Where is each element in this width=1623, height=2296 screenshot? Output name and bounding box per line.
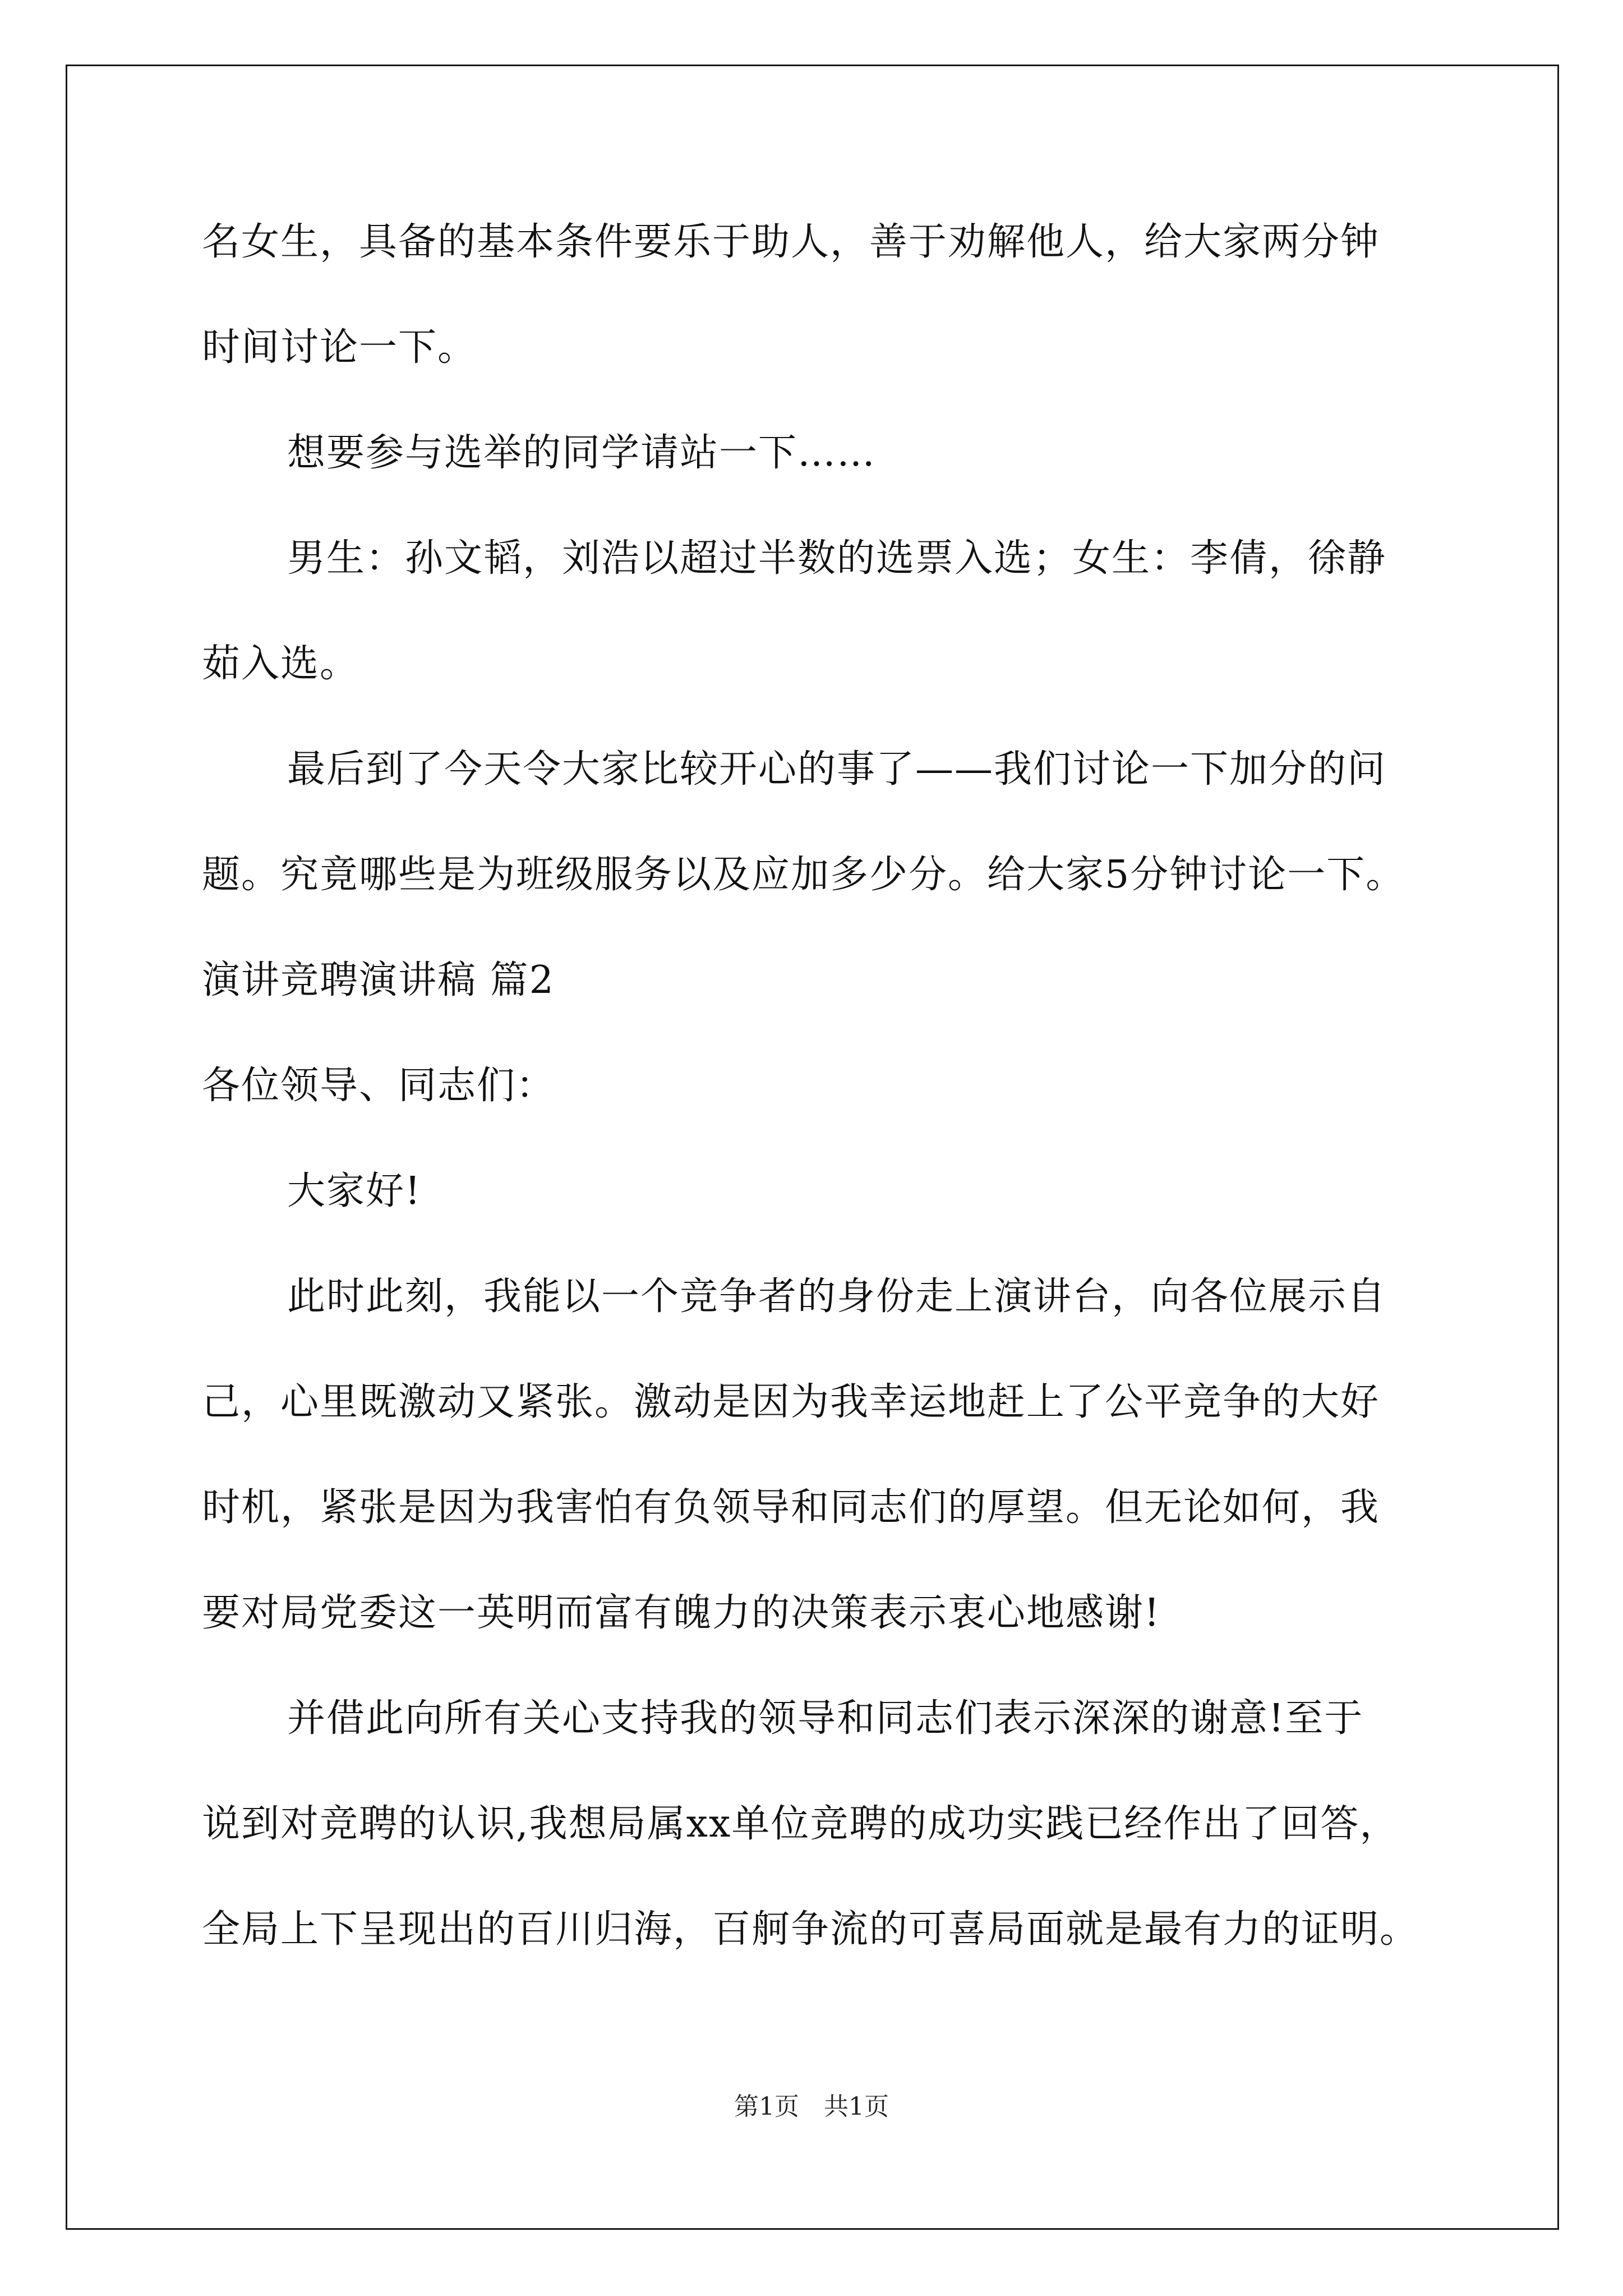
text-line: 茹入选。 <box>202 642 359 686</box>
text-line: 男生：孙文韬，刘浩以超过半数的选票入选；女生：李倩，徐静 <box>287 536 1387 581</box>
text-line: 最后到了今天令大家比较开心的事了——我们讨论一下加分的问 <box>287 747 1387 792</box>
text-line: 己，心里既激动又紧张。激动是因为我幸运地赶上了公平竞争的大好 <box>202 1380 1380 1424</box>
text-line: 想要参与选举的同学请站一下…… <box>287 431 877 475</box>
text-line: 要对局党委这一英明而富有魄力的决策表示衷心地感谢! <box>202 1591 1161 1635</box>
page-number: 第1页 <box>734 2092 799 2121</box>
text-line: 时间讨论一下。 <box>202 325 477 370</box>
page-total: 共1页 <box>824 2092 889 2121</box>
page-footer <box>0 2090 1623 2124</box>
text-line: 题。究竟哪些是为班级服务以及应加多少分。给大家5分钟讨论一下。 <box>202 853 1405 897</box>
text-line: 说到对竞聘的认识,我想局属xx单位竞聘的成功实践已经作出了回答， <box>202 1802 1399 1846</box>
text-line: 全局上下呈现出的百川归海，百舸争流的可喜局面就是最有力的证明。 <box>202 1907 1419 1952</box>
text-line: 时机，紧张是因为我害怕有负领导和同志们的厚望。但无论如何，我 <box>202 1485 1380 1530</box>
text-line: 并借此向所有关心支持我的领导和同志们表示深深的谢意!至于 <box>287 1696 1364 1741</box>
salutation: 各位领导、同志们： <box>202 1064 556 1108</box>
text-line: 此时此刻，我能以一个竞争者的身份走上演讲台，向各位展示自 <box>287 1274 1387 1319</box>
greeting: 大家好! <box>287 1169 422 1213</box>
text-line: 名女生，具备的基本条件要乐于助人，善于劝解他人，给大家两分钟 <box>202 220 1380 264</box>
section-heading: 演讲竞聘演讲稿 篇2 <box>202 958 555 1002</box>
document-body <box>202 216 1453 1956</box>
